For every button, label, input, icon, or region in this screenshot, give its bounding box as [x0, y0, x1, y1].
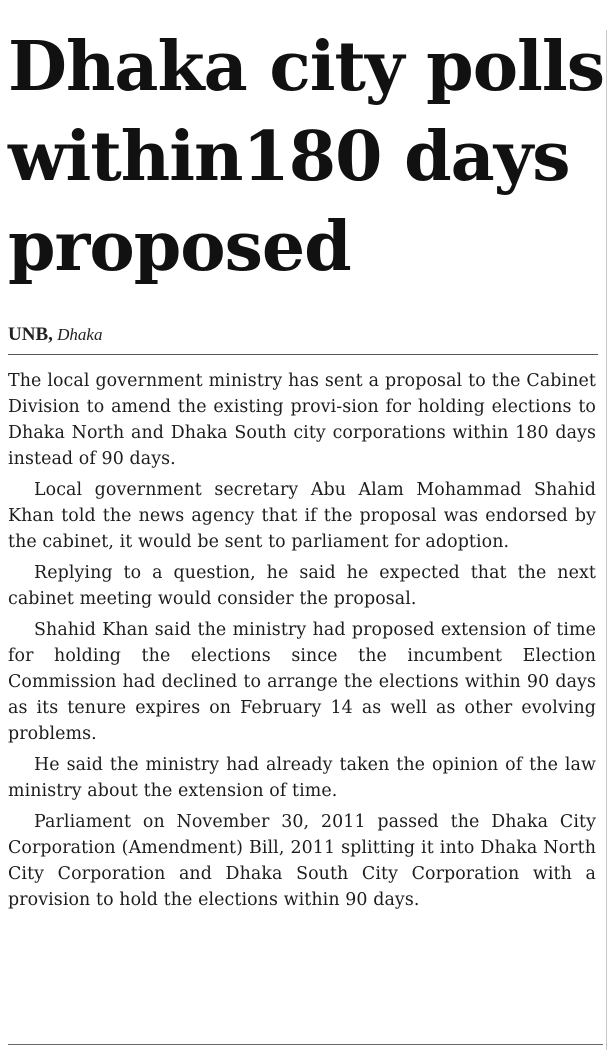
news-article: [8, 0, 604, 1050]
bottom-divider: [8, 1044, 603, 1045]
paragraph-1: The local government ministry has sent a proposal to the Cabinet Division to amend the existing provi-sion for holding elections to Dhaka North and Dhaka South city corporations within 180 days instead of 90 days.: [8, 371, 596, 469]
byline-agency: UNB,: [8, 324, 53, 345]
headline-line-2: within180 days: [8, 117, 570, 197]
headline: [8, 22, 608, 292]
byline-place: Dhaka: [57, 325, 103, 344]
paragraph-3: Replying to a question, he said he expected that the next cabinet meeting would consider the proposal.: [8, 563, 596, 609]
byline-divider: [8, 354, 598, 355]
column-edge-line: [606, 30, 607, 1050]
paragraph-4: Shahid Khan said the ministry had proposed extension of time for holding the elections since the incumbent Election Commission had declined to arrange the elections within 90 days as its tenure expires on February 14 as well as other evolving problems.: [8, 620, 596, 744]
headline-line-1: Dhaka city polls: [8, 27, 604, 107]
paragraph-2: Local government secretary Abu Alam Mohammad Shahid Khan told the news agency that if the proposal was endorsed by the cabinet, it would be sent to parliament for adoption.: [8, 480, 596, 552]
byline: [8, 324, 102, 346]
article-body: [8, 368, 596, 918]
paragraph-6: Parliament on November 30, 2011 passed the Dhaka City Corporation (Amendment) Bill, 2011 splitting it into Dhaka North City Corporation and Dhaka South City Corporation with a provision to hold the elections within 90 days.: [8, 812, 596, 910]
headline-line-3: proposed: [8, 207, 351, 287]
paragraph-5: He said the ministry had already taken the opinion of the law ministry about the extension of time.: [8, 755, 596, 801]
